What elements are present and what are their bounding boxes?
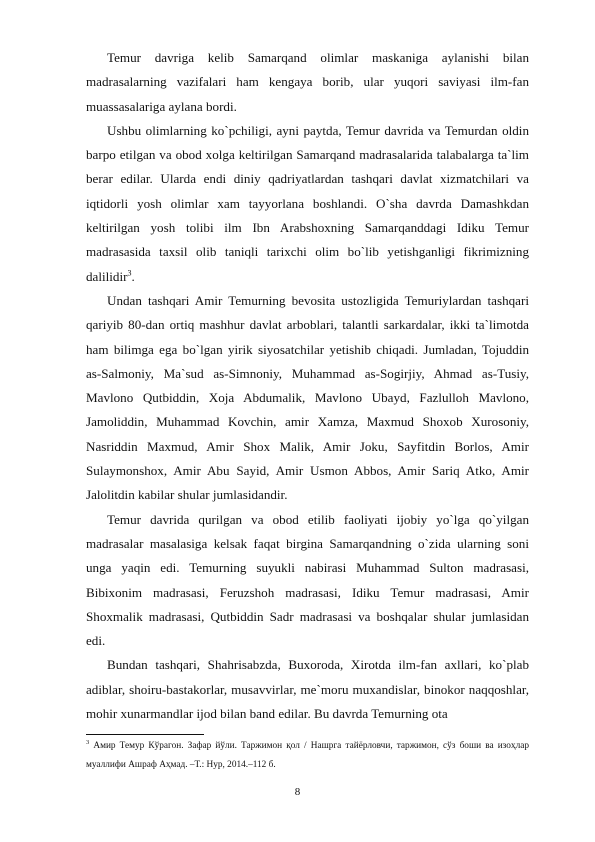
- paragraph-5: [86, 653, 529, 726]
- paragraph-3-text: Undan tashqari Amir Temurning bevosita ustozligida Temuriylardan tashqari qariyib 80-dan ortiq mashhur davlat arboblari, talantli sarkardalar, ikki ta`limotda ham bilimga ega bo`lgan yirik siyosatchilar yetishib chiqadi. Jumladan, Tojuddin as-Salmoniy, Ma`sud as-Simnoniy, Muhammad as-Sogirjiy, Ahmad as-Tusiy, Mavlono Qutbiddin, Xoja Abdumalik, Mavlono Ubayd, Fazlulloh Mavlono, Jamoliddin, Muhammad Kovchin, amir Xamza, Maxmud Shoxob Xurosoniy, Nasriddin Maxmud, Amir Shox Malik, Amir Joku, Sayfitdin Borlos, Amir Sulaymonshox, Amir Abu Sayid, Amir Usmon Abbos, Amir Sariq Atko, Amir Jalolitdin kabilar shular jumlasidandir.: [86, 292, 529, 503]
- paragraph-2: [86, 119, 529, 289]
- body-text: [86, 46, 529, 726]
- paragraph-2-end: .: [131, 268, 135, 284]
- paragraph-1-text: Temur davriga kelib Samarqand olimlar maskaniga aylanishi bilan madrasalarning vazifalari ham kengaya borib, ular yuqori saviyasi ilm-fan muassasalariga aylana bordi.: [86, 50, 529, 114]
- footnote: [86, 737, 529, 774]
- footnote-marker: 3: [86, 738, 90, 746]
- footnote-separator: [86, 734, 204, 735]
- paragraph-3: [86, 289, 529, 508]
- paragraph-2-text: Ushbu olimlarning ko`pchiligi, ayni paytda, Temur davrida va Temurdan oldin barpo etilgan va obod xolga keltirilgan Samarqand madrasalarida talabalarga ta`lim berar edilar. Ularda endi diniy qadriyatlardan tashqari davlat xizmatchilari va iqtidorli yosh olimlar xam tayyorlana boshlandi. O`sha davrda Damashkdan keltirilgan yosh tolibi ilm Ibn Arabshoxning Samarqanddagi Idiku Temur madrasasida taxsil olib taniqli tarixchi olim bo`lib yetishganligi fikrimizning dalilidir: [86, 122, 529, 284]
- paragraph-4: [86, 508, 529, 654]
- footnote-reference[interactable]: 3: [127, 268, 132, 278]
- footnote-text: Амир Темур Кўрагон. Зафар йўли. Таржимон қол / Нашрга тайёрловчи, таржимон, сўз боши ва изоҳлар муаллифи Ашраф Аҳмад. –Т.: Нур, 2014.–112 б.: [86, 741, 529, 770]
- page-number: 8: [294, 786, 301, 798]
- paragraph-1: [86, 46, 529, 119]
- paragraph-4-text: Temur davrida qurilgan va obod etilib faoliyati ijobiy yo`lga qo`yilgan madrasalar masalasiga kelsak faqat birgina Samarqandning o`zida ularning soni unga yaqin edi. Temurning suyukli nabirasi Muhammad Sulton madrasasi, Bibixonim madrasasi, Feruzshoh madrasasi, Idiku Temur madrasasi, Amir Shoxmalik madrasasi, Qutbiddin Sadr madrasasi va boshqalar shular jumlasidan edi.: [86, 511, 529, 649]
- paragraph-5-text: Bundan tashqari, Shahrisabzda, Buxoroda, Xirotda ilm-fan axllari, ko`plab adiblar, shoiru-bastakorlar, musavvirlar, me`moru muxandislar, binokor naqqoshlar, mohir xunarmandlar ijod bilan band edilar. Bu davrda Temurning ota: [86, 657, 529, 722]
